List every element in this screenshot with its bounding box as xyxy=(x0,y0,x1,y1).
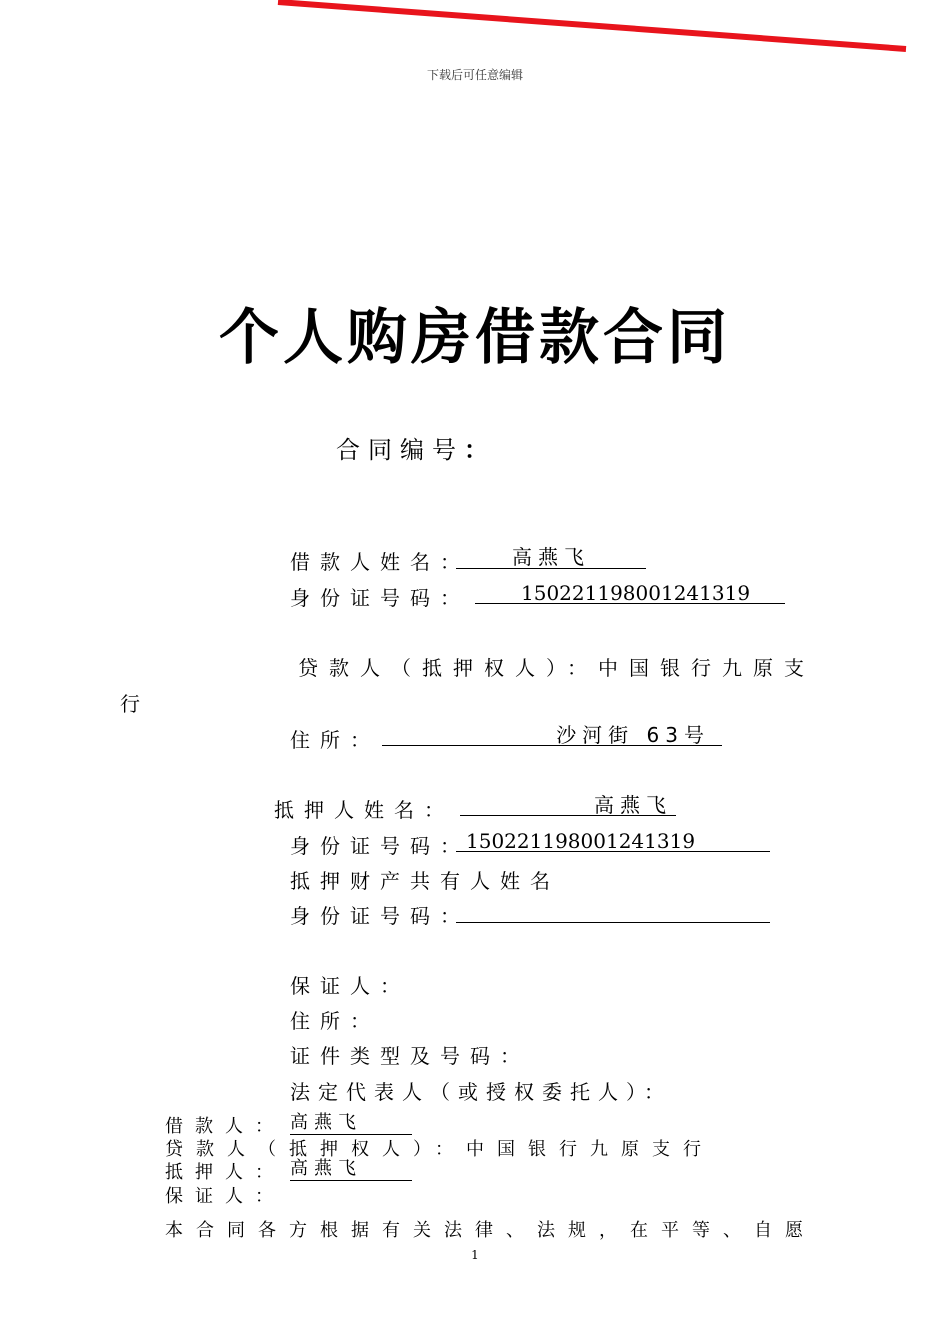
mortgagor-id-value: 150221198001241319 xyxy=(456,830,770,852)
lender-address-label: 住所： xyxy=(290,728,380,752)
lender-label-wrap: 行 xyxy=(120,692,150,716)
lender-address-value: 沙河街 63号 xyxy=(382,724,722,746)
borrower-name-label: 借款人姓名： xyxy=(290,550,470,574)
guarantor-address-label: 住所： xyxy=(290,1009,380,1033)
summary-mortgagor-label: 抵押人： xyxy=(165,1162,285,1183)
guarantor-legal-rep-label: 法定代表人（或授权委托人）： xyxy=(290,1080,672,1104)
header-note: 下载后可任意编辑 xyxy=(426,68,523,82)
summary-borrower-value: 高燕飞 xyxy=(290,1112,412,1135)
contract-number-text: 合同编号 xyxy=(336,436,464,464)
summary-borrower-label: 借款人： xyxy=(165,1116,285,1137)
co-owner-id-label: 身份证号码： xyxy=(290,904,470,928)
red-decorative-line xyxy=(0,0,950,60)
contract-number-label xyxy=(336,430,488,465)
borrower-name-value: 高燕飞 xyxy=(456,546,646,569)
summary-lender: 贷款人（抵押权人）：中国银行九原支行 xyxy=(165,1139,714,1160)
co-owner-name-label: 抵押财产共有人姓名 xyxy=(290,869,560,893)
summary-guarantor-label: 保证人： xyxy=(165,1186,285,1207)
borrower-id-label: 身份证号码： xyxy=(290,586,470,610)
document-title: 个人购房借款合同 xyxy=(219,303,731,373)
mortgagor-name-value: 高燕飞 xyxy=(460,794,676,816)
body-paragraph: 本合同各方根据有关法律、法规，在平等、自愿 xyxy=(165,1220,816,1241)
mortgagor-id-label: 身份证号码： xyxy=(290,834,470,858)
guarantor-id-type-label: 证件类型及号码： xyxy=(290,1044,530,1068)
co-owner-id-value xyxy=(456,900,770,923)
lender-label: 贷款人（抵押权人）：中国银行九原支 xyxy=(298,656,815,680)
guarantor-label: 保证人： xyxy=(290,974,410,998)
borrower-id-value: 150221198001241319 xyxy=(475,582,785,604)
mortgagor-name-label: 抵押人姓名： xyxy=(274,798,454,822)
summary-mortgagor-value: 高燕飞 xyxy=(290,1158,412,1181)
page-number: 1 xyxy=(471,1248,479,1262)
contract-number-colon: ： xyxy=(464,436,488,464)
